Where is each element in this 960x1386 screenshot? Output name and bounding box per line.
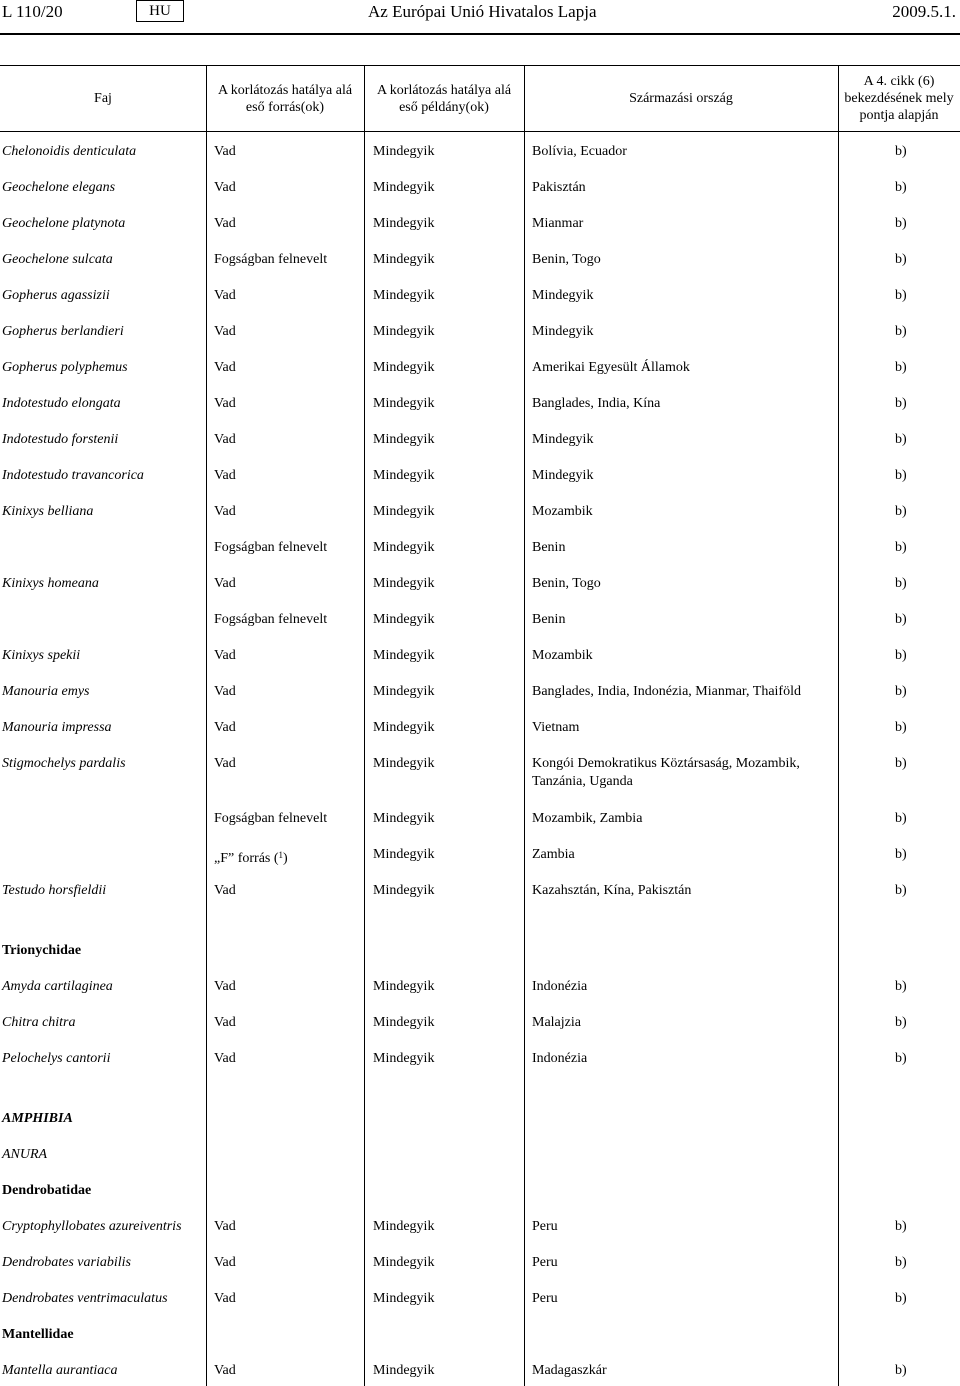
country-cell: Mozambik, Zambia (532, 811, 643, 826)
column-header-species (0, 66, 206, 131)
column-header-source-line1: A korlátozás hatálya alá (217, 82, 353, 98)
header-rule (0, 33, 960, 35)
page-header (0, 0, 960, 30)
column-header-specimen-line1: A korlátozás hatálya alá (376, 82, 512, 98)
article-point-cell: b) (895, 612, 907, 627)
article-point-cell: b) (895, 1291, 907, 1306)
table-row (0, 539, 960, 559)
specimen-cell: Mindegyik (373, 1291, 435, 1306)
article-point-cell: b) (895, 811, 907, 826)
source-cell: Vad (214, 883, 236, 898)
country-cell: Indonézia (532, 979, 588, 994)
table-row (0, 719, 960, 739)
table-row (0, 683, 960, 703)
table-row (0, 1050, 960, 1070)
section-dendrobatidae (0, 1182, 960, 1202)
species-name: Indotestudo forstenii (2, 432, 119, 447)
article-point-cell: b) (895, 756, 907, 771)
journal-title: Az Európai Unió Hivatalos Lapja (368, 2, 597, 21)
column-header-specimen-line2: eső példány(ok) (399, 99, 489, 115)
specimen-cell: Mindegyik (373, 883, 435, 898)
article-point-cell: b) (895, 883, 907, 898)
specimen-cell: Mindegyik (373, 648, 435, 663)
section-anura (0, 1146, 960, 1166)
source-cell: Vad (214, 216, 236, 231)
section-anura-label: ANURA (2, 1147, 48, 1162)
country-cell: Peru (532, 1219, 558, 1234)
section-mantellidae-label: Mantellidae (2, 1327, 74, 1342)
species-name: Chitra chitra (2, 1015, 76, 1030)
source-cell: Fogságban felnevelt (214, 540, 328, 555)
specimen-cell: Mindegyik (373, 288, 435, 303)
country-cell: Mozambik (532, 648, 593, 663)
specimen-cell: Mindegyik (373, 216, 435, 231)
species-name: Dendrobates ventrimaculatus (2, 1291, 168, 1306)
table-row (0, 755, 960, 789)
source-cell: Vad (214, 180, 236, 195)
specimen-cell: Mindegyik (373, 396, 435, 411)
species-name: Testudo horsfieldii (2, 883, 107, 898)
source-cell: Vad (214, 288, 236, 303)
article-point-cell: b) (895, 1015, 907, 1030)
specimen-cell: Mindegyik (373, 504, 435, 519)
specimen-cell: Mindegyik (373, 1219, 435, 1234)
species-name: Amyda cartilaginea (2, 979, 113, 994)
specimen-cell: Mindegyik (373, 979, 435, 994)
article-point-cell: b) (895, 396, 907, 411)
species-name: Geochelone sulcata (2, 252, 113, 267)
country-cell-line2: Tanzánia, Uganda (532, 774, 633, 789)
country-cell: Peru (532, 1291, 558, 1306)
country-cell: Mindegyik (532, 432, 594, 447)
species-name: Pelochelys cantorii (2, 1051, 111, 1066)
source-cell: Vad (214, 1291, 236, 1306)
specimen-cell: Mindegyik (373, 432, 435, 447)
country-cell: Kongói Demokratikus Köztársaság, Mozambik, (532, 756, 800, 771)
source-text-end: ) (283, 851, 288, 866)
country-cell: Benin (532, 540, 566, 555)
language-badge: HU (136, 0, 184, 22)
table-row (0, 1290, 960, 1310)
article-point-cell: b) (895, 720, 907, 735)
table-row (0, 431, 960, 451)
article-point-cell: b) (895, 1051, 907, 1066)
specimen-cell: Mindegyik (373, 324, 435, 339)
species-name: Indotestudo elongata (2, 396, 121, 411)
table-row (0, 359, 960, 379)
country-cell: Indonézia (532, 1051, 588, 1066)
specimen-cell: Mindegyik (373, 684, 435, 699)
country-cell: Vietnam (532, 720, 580, 735)
species-name: Kinixys spekii (2, 648, 81, 663)
article-point-cell: b) (895, 847, 907, 862)
source-cell: Vad (214, 504, 236, 519)
country-cell: Benin, Togo (532, 576, 601, 591)
source-cell: Vad (214, 468, 236, 483)
specimen-cell: Mindegyik (373, 252, 435, 267)
article-point-cell: b) (895, 504, 907, 519)
table-row (0, 978, 960, 998)
table-row (0, 251, 960, 271)
species-name: Kinixys belliana (2, 504, 94, 519)
specimen-cell: Mindegyik (373, 468, 435, 483)
table-row (0, 143, 960, 163)
table-row (0, 215, 960, 235)
section-trionychidae-label: Trionychidae (2, 943, 82, 958)
specimen-cell: Mindegyik (373, 1255, 435, 1270)
species-name: Gopherus berlandieri (2, 324, 124, 339)
specimen-cell: Mindegyik (373, 360, 435, 375)
table-row (0, 179, 960, 199)
specimen-cell: Mindegyik (373, 847, 435, 862)
country-cell: Amerikai Egyesült Államok (532, 360, 690, 375)
source-cell: Vad (214, 756, 236, 771)
specimen-cell: Mindegyik (373, 720, 435, 735)
species-name: Dendrobates variabilis (2, 1255, 131, 1270)
species-name: Geochelone platynota (2, 216, 126, 231)
table-row (0, 647, 960, 667)
source-cell: Vad (214, 648, 236, 663)
article-point-cell: b) (895, 180, 907, 195)
article-point-cell: b) (895, 252, 907, 267)
article-point-cell: b) (895, 324, 907, 339)
column-header-article (838, 66, 960, 131)
country-cell: Benin, Togo (532, 252, 601, 267)
species-name: Indotestudo travancorica (2, 468, 144, 483)
country-cell: Banglades, India, Indonézia, Mianmar, Thaiföld (532, 684, 801, 699)
species-name: Geochelone elegans (2, 180, 116, 195)
country-cell: Banglades, India, Kína (532, 396, 661, 411)
table-row (0, 395, 960, 415)
section-trionychidae (0, 942, 960, 962)
column-header-article-line3: pontja alapján (859, 108, 939, 123)
article-point-cell: b) (895, 432, 907, 447)
source-cell: Vad (214, 1051, 236, 1066)
source-cell (214, 846, 288, 868)
table-row (0, 846, 960, 866)
publication-date: 2009.5.1. (892, 2, 956, 21)
table-row (0, 1014, 960, 1034)
article-point-cell: b) (895, 540, 907, 555)
section-amphibia-label: AMPHIBIA (2, 1111, 73, 1126)
article-point-cell: b) (895, 288, 907, 303)
column-header-source (206, 66, 364, 131)
country-cell: Mianmar (532, 216, 584, 231)
specimen-cell: Mindegyik (373, 1051, 435, 1066)
species-name: Kinixys homeana (2, 576, 99, 591)
table-row (0, 503, 960, 523)
species-name: Mantella aurantiaca (2, 1363, 118, 1378)
source-cell: Vad (214, 324, 236, 339)
source-cell: Vad (214, 1015, 236, 1030)
source-cell: Vad (214, 432, 236, 447)
article-point-cell: b) (895, 1255, 907, 1270)
specimen-cell: Mindegyik (373, 540, 435, 555)
column-header-country (524, 66, 838, 131)
source-cell: Fogságban felnevelt (214, 811, 328, 826)
country-cell: Bolívia, Ecuador (532, 144, 627, 159)
column-header-country-label: Származási ország (629, 91, 733, 106)
specimen-cell: Mindegyik (373, 612, 435, 627)
article-point-cell: b) (895, 1363, 907, 1378)
country-cell: Benin (532, 612, 566, 627)
table-row (0, 575, 960, 595)
specimen-cell: Mindegyik (373, 1363, 435, 1378)
article-point-cell: b) (895, 576, 907, 591)
source-cell: Vad (214, 684, 236, 699)
table-header (0, 65, 960, 132)
article-point-cell: b) (895, 1219, 907, 1234)
source-cell: Vad (214, 360, 236, 375)
page-reference: L 110/20 (2, 2, 63, 21)
specimen-cell: Mindegyik (373, 144, 435, 159)
table-row (0, 287, 960, 307)
column-header-species-label: Faj (94, 91, 112, 106)
country-cell: Mindegyik (532, 288, 594, 303)
column-header-source-line2: eső forrás(ok) (245, 99, 325, 115)
table-row (0, 1362, 960, 1382)
article-point-cell: b) (895, 216, 907, 231)
source-cell: Vad (214, 720, 236, 735)
source-cell: Vad (214, 144, 236, 159)
species-name: Gopherus agassizii (2, 288, 110, 303)
article-point-cell: b) (895, 468, 907, 483)
country-cell: Pakisztán (532, 180, 586, 195)
article-point-cell: b) (895, 648, 907, 663)
country-cell: Malajzia (532, 1015, 581, 1030)
column-header-article-line2: bekezdésének mely (844, 91, 954, 106)
country-cell: Mindegyik (532, 324, 594, 339)
specimen-cell: Mindegyik (373, 576, 435, 591)
source-cell: Vad (214, 576, 236, 591)
section-dendrobatidae-label: Dendrobatidae (2, 1183, 92, 1198)
species-name: Cryptophyllobates azureiventris (2, 1219, 182, 1234)
section-mantellidae (0, 1326, 960, 1346)
article-point-cell: b) (895, 144, 907, 159)
section-amphibia (0, 1110, 960, 1130)
table-row (0, 323, 960, 343)
article-point-cell: b) (895, 360, 907, 375)
footnote-ref: 1 (278, 850, 284, 860)
country-cell: Zambia (532, 847, 575, 862)
source-cell: Vad (214, 1363, 236, 1378)
country-cell: Kazahsztán, Kína, Pakisztán (532, 883, 692, 898)
country-cell: Mindegyik (532, 468, 594, 483)
country-cell: Madagaszkár (532, 1363, 607, 1378)
article-point-cell: b) (895, 979, 907, 994)
table-row (0, 882, 960, 902)
species-name: Chelonoidis denticulata (2, 144, 137, 159)
table-row (0, 810, 960, 830)
source-cell: Vad (214, 979, 236, 994)
species-name: Manouria emys (2, 684, 90, 699)
source-text: „F” forrás ( (214, 851, 279, 866)
source-cell: Vad (214, 1219, 236, 1234)
specimen-cell: Mindegyik (373, 756, 435, 771)
table-row (0, 1254, 960, 1274)
country-cell: Peru (532, 1255, 558, 1270)
species-name: Stigmochelys pardalis (2, 756, 126, 771)
specimen-cell: Mindegyik (373, 811, 435, 826)
article-point-cell: b) (895, 684, 907, 699)
specimen-cell: Mindegyik (373, 180, 435, 195)
species-name: Gopherus polyphemus (2, 360, 128, 375)
species-name: Manouria impressa (2, 720, 112, 735)
table-row (0, 611, 960, 631)
specimen-cell: Mindegyik (373, 1015, 435, 1030)
source-cell: Vad (214, 396, 236, 411)
source-cell: Fogságban felnevelt (214, 252, 328, 267)
table-row (0, 467, 960, 487)
column-header-article-line1: A 4. cikk (6) (863, 74, 935, 89)
table-row (0, 1218, 960, 1238)
source-cell: Fogságban felnevelt (214, 612, 328, 627)
source-cell: Vad (214, 1255, 236, 1270)
column-header-specimen (364, 66, 524, 131)
country-cell: Mozambik (532, 504, 593, 519)
